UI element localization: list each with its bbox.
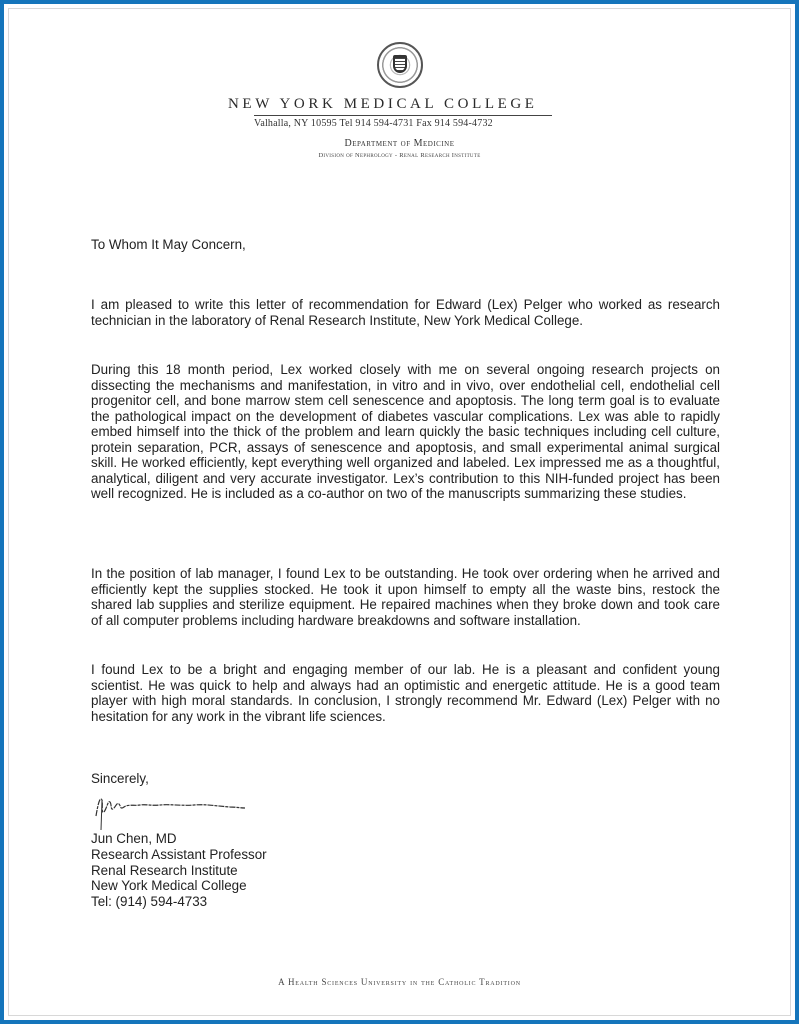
paragraph-intro: I am pleased to write this letter of recommendation for Edward (Lex) Pelger who worked as research technician in the laboratory of Renal Research Institute, New York Medical College. xyxy=(91,297,720,328)
signer-title: Research Assistant Professor xyxy=(91,846,267,862)
signer-institute: Renal Research Institute xyxy=(91,862,238,878)
seal-crest xyxy=(393,55,407,73)
letterhead-address: Valhalla, NY 10595 Tel 914 594-4731 Fax 914 594-4732 xyxy=(254,118,493,129)
division-name: Division of Nephrology - Renal Research Institute xyxy=(318,152,481,159)
handwritten-signature-icon xyxy=(90,786,250,830)
signer-name: Jun Chen, MD xyxy=(91,831,177,846)
letterhead-rule xyxy=(254,115,552,116)
paragraph-lab-manager: In the position of lab manager, I found Lex to be outstanding. He took over ordering when he arrived and efficiently kept the supplies stocked. He took it upon himself to empty all the waste bins, restock the shared lab supplies and sterilize equipment. He repaired machines when they broke down and took care of all computer problems including hardware breakdowns and software installation. xyxy=(91,566,720,628)
paragraph-research: During this 18 month period, Lex worked closely with me on several ongoing research projects on dissecting the mechanisms and manifestation, in vitro and in vivo, over endothelial cell, endothelial cell progenitor cell, and bone marrow stem cell senescence and apoptosis. The long term goal is to evaluate the pathological impact on the development of diabetes vascular complications. Lex was able to rapidly embed himself into the thick of the problem and learn quickly the basic techniques including cell culture, protein separation, PCR, assays of senescence and apoptosis, and small experimental animal surgical skill. He worked efficiently, kept everything well organized and labeled. Lex impressed me as a thoughtful, analytical, diligent and very accurate investigator. Lex’s contribution to this NIH-funded project has been well recognized. He is included as a co-author on two of the manuscripts summarizing these studies. xyxy=(91,362,720,501)
footer-motto: A Health Sciences University in the Catholic Tradition xyxy=(278,977,521,987)
salutation: To Whom It May Concern, xyxy=(91,237,246,252)
signer-college: New York Medical College xyxy=(91,878,247,894)
paragraph-conclusion: I found Lex to be a bright and engaging member of our lab. He is a pleasant and confident young scientist. He was quick to help and always had an optimistic and energetic attitude. He is a good team player with high moral standards. In conclusion, I strongly recommend Mr. Edward (Lex) Pelger with no hesitation for any work in the vibrant life sciences. xyxy=(91,662,720,724)
college-seal-icon xyxy=(377,42,423,88)
department-name: Department of Medicine xyxy=(344,138,455,149)
signer-phone: Tel: (914) 594-4733 xyxy=(91,894,208,910)
college-name: NEW YORK MEDICAL COLLEGE xyxy=(228,96,538,112)
closing: Sincerely, xyxy=(91,771,149,786)
signature-block xyxy=(91,831,267,910)
